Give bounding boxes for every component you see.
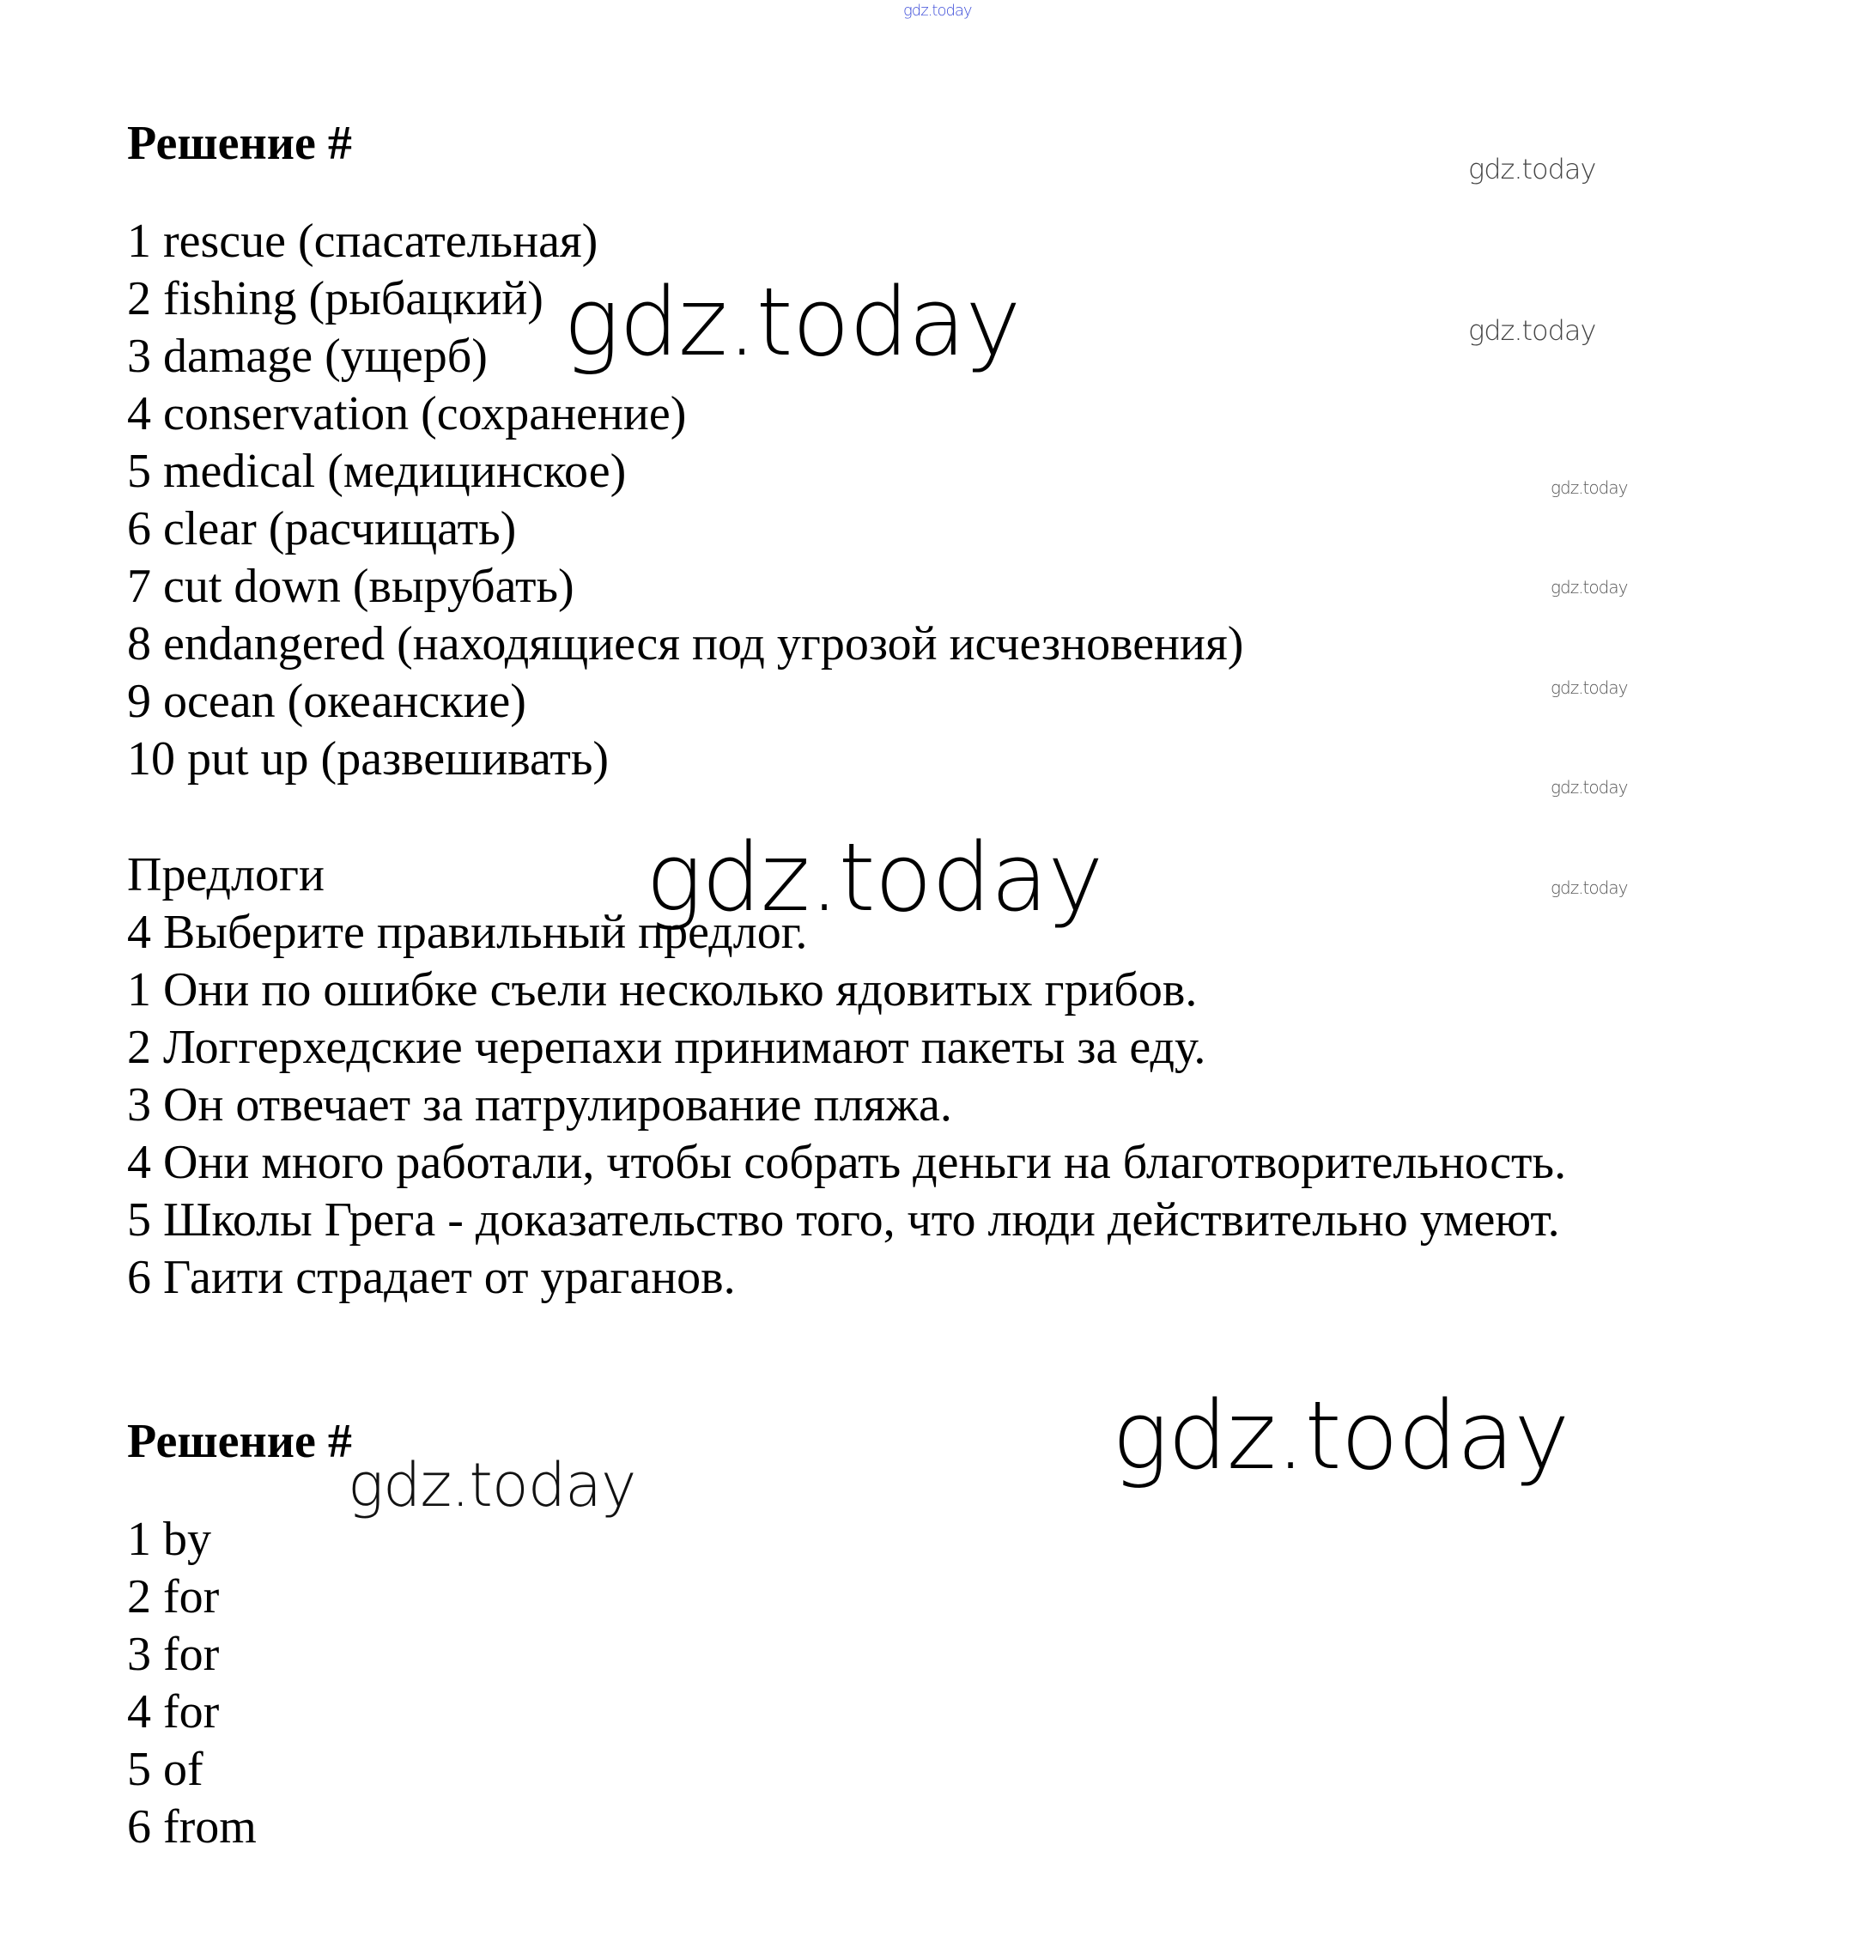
watermark-large: gdz.today (563, 267, 1021, 377)
watermark-small: gdz.today (1468, 314, 1596, 347)
vocab-item: 4 conservation (сохранение) (127, 387, 687, 440)
preposition-sentence: 2 Логгерхедские черепахи принимают пакеты за еду. (127, 1021, 1206, 1074)
answer-item: 5 of (127, 1743, 203, 1796)
preposition-sentence: 6 Гаити страдает от ураганов. (127, 1251, 736, 1304)
watermark-top: gdz.today (903, 2, 972, 20)
vocab-item: 7 cut down (вырубать) (127, 560, 574, 613)
vocab-item: 5 medical (медицинское) (127, 445, 627, 498)
prepositions-task: 4 Выберите правильный предлог. (127, 906, 808, 959)
watermark-tiny: gdz.today (1551, 577, 1628, 598)
answer-item: 6 from (127, 1800, 257, 1854)
preposition-sentence: 5 Школы Грега - доказательство того, что люди действительно умеют. (127, 1193, 1560, 1247)
answer-item: 4 for (127, 1685, 220, 1739)
answer-item: 3 for (127, 1628, 220, 1681)
watermark-large: gdz.today (646, 822, 1103, 932)
vocab-item: 10 put up (развешивать) (127, 732, 610, 786)
answer-item: 2 for (127, 1570, 220, 1623)
answer-item: 1 by (127, 1513, 211, 1566)
vocab-item: 9 ocean (океанские) (127, 675, 526, 728)
preposition-sentence: 3 Он отвечает за патрулирование пляжа. (127, 1078, 952, 1132)
preposition-sentence: 1 Они по ошибке съели несколько ядовитых грибов. (127, 963, 1198, 1016)
watermark-medium: gdz.today (348, 1450, 636, 1520)
solution-heading-1: Решение # (127, 117, 352, 170)
vocab-item: 1 rescue (спасательная) (127, 215, 598, 268)
solution-heading-2: Решение # (127, 1415, 352, 1468)
vocab-item: 6 clear (расчищать) (127, 502, 517, 555)
vocab-item: 8 endangered (находящиеся под угрозой исчезновения) (127, 617, 1244, 671)
vocab-item: 2 fishing (рыбацкий) (127, 272, 543, 325)
watermark-tiny: gdz.today (1551, 877, 1628, 898)
watermark-tiny: gdz.today (1551, 477, 1628, 498)
watermark-tiny: gdz.today (1551, 777, 1628, 798)
prepositions-title: Предлоги (127, 848, 325, 901)
vocab-item: 3 damage (ущерб) (127, 330, 488, 383)
preposition-sentence: 4 Они много работали, чтобы собрать деньги на благотворительность. (127, 1136, 1567, 1189)
watermark-large: gdz.today (1112, 1380, 1569, 1490)
watermark-small: gdz.today (1468, 153, 1596, 185)
watermark-tiny: gdz.today (1551, 677, 1628, 698)
